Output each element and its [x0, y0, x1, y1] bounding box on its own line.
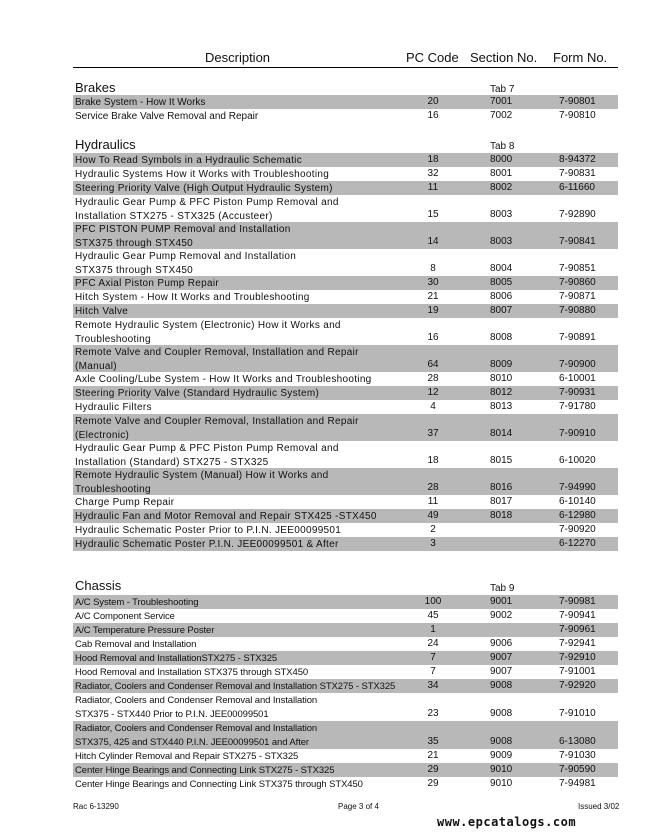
footer-issued-date: Issued 3/02	[578, 802, 620, 811]
row-pc-code: 1	[430, 624, 436, 635]
row-pc-code: 28	[427, 482, 439, 493]
section-title-chassis: Chassis	[75, 578, 122, 593]
row-form-no: 7-90801	[559, 96, 596, 107]
row-description-line: Steering Priority Valve (Standard Hydraulic System)	[75, 388, 320, 399]
row-description	[75, 182, 333, 196]
table-row	[73, 290, 618, 304]
row-description-line: Troubleshooting	[75, 333, 151, 345]
row-description	[75, 196, 339, 223]
row-form-no: 7-91010	[559, 708, 596, 719]
row-form-no: 7-90590	[559, 764, 596, 775]
row-description	[75, 680, 395, 694]
row-description	[75, 524, 341, 538]
row-form-no: 7-90841	[559, 236, 596, 247]
table-row	[73, 595, 618, 609]
row-pc-code: 23	[427, 708, 439, 719]
table-row	[73, 609, 618, 623]
row-description	[75, 666, 308, 680]
row-section-no: 9006	[490, 638, 513, 649]
row-form-no: 7-91001	[559, 666, 596, 677]
row-pc-code: 29	[427, 764, 439, 775]
row-form-no: 6-12980	[559, 510, 596, 521]
row-pc-code: 21	[427, 291, 439, 302]
row-description-line: A/C Temperature Pressure Poster	[75, 625, 215, 636]
row-pc-code: 19	[427, 305, 439, 316]
row-pc-code: 2	[430, 524, 436, 535]
table-row	[73, 679, 618, 693]
row-pc-code: 21	[427, 750, 439, 761]
row-section-no: 8015	[490, 455, 513, 466]
row-section-no: 8009	[490, 359, 513, 370]
row-section-no: 8005	[490, 277, 513, 288]
row-description-line: Hitch Valve	[75, 306, 129, 317]
row-description-line: Brake System - How It Works	[75, 97, 206, 108]
row-section-no: 9001	[490, 596, 513, 607]
row-section-no: 8001	[490, 168, 513, 179]
row-description	[75, 610, 175, 624]
table-row	[73, 345, 618, 372]
row-pc-code: 3	[430, 538, 436, 549]
table-row	[73, 386, 618, 400]
row-form-no: 7-91780	[559, 401, 596, 412]
row-description-line: Radiator, Coolers and Condenser Removal and Installation	[75, 723, 318, 734]
footer-page-number: Page 3 of 4	[338, 802, 379, 811]
row-section-no: 8016	[490, 482, 513, 493]
row-form-no: 7-90810	[559, 110, 596, 121]
row-description-line: Installation STX275 - STX325 (Accusteer)	[75, 210, 273, 222]
row-description-line: Axle Cooling/Lube System - How It Works and Troubleshooting	[75, 374, 372, 385]
table-row	[73, 249, 618, 276]
row-description	[75, 750, 298, 764]
row-pc-code: 24	[427, 638, 439, 649]
row-section-no: 8003	[490, 236, 513, 247]
row-pc-code: 16	[427, 110, 439, 121]
table-row	[73, 414, 618, 441]
row-form-no: 7-90900	[559, 359, 596, 370]
row-pc-code: 49	[427, 510, 439, 521]
table-row	[73, 721, 618, 749]
row-description-line: Installation (Standard) STX275 - STX325	[75, 456, 269, 468]
row-description-line: Hydraulic Gear Pump & PFC Piston Pump Removal and	[75, 443, 339, 454]
row-description-line: Hydraulic Gear Pump & PFC Piston Pump Removal and	[75, 197, 339, 208]
row-form-no: 7-94981	[559, 778, 596, 789]
row-form-no: 6-10001	[559, 373, 596, 384]
row-form-no: 7-91030	[559, 750, 596, 761]
row-description-line: A/C System - Troubleshooting	[75, 597, 199, 608]
row-section-no: 8017	[490, 496, 513, 507]
row-description-line: PFC PISTON PUMP Removal and Installation	[75, 224, 291, 235]
row-form-no: 7-92941	[559, 638, 596, 649]
row-form-no: 7-90910	[559, 428, 596, 439]
watermark-link[interactable]: www.epcatalogs.com	[437, 815, 577, 829]
footer-doc-number: Rac 6-13290	[73, 802, 119, 811]
table-row	[73, 693, 618, 721]
row-pc-code: 11	[427, 182, 439, 193]
row-form-no: 6-12270	[559, 538, 596, 549]
row-form-no: 7-90880	[559, 305, 596, 316]
row-pc-code: 64	[427, 359, 439, 370]
row-form-no: 6-11660	[559, 182, 595, 193]
table-row	[73, 665, 618, 679]
row-section-no: 8008	[490, 332, 513, 343]
row-description-line: Hydraulic Systems How it Works with Troubleshooting	[75, 169, 330, 180]
row-section-no: 8006	[490, 291, 513, 302]
row-form-no: 7-90961	[559, 624, 596, 635]
section-tab-brakes: Tab 7	[490, 84, 515, 95]
row-section-no: 7002	[490, 110, 513, 121]
section-title-brakes: Brakes	[75, 80, 116, 95]
table-row	[73, 441, 618, 468]
row-pc-code: 15	[427, 209, 439, 220]
row-pc-code: 29	[427, 778, 439, 789]
row-description-line: Steering Priority Valve (High Output Hydraulic System)	[75, 183, 333, 194]
row-description-line: Remote Hydraulic System (Electronic) How it Works and	[75, 320, 341, 331]
row-description-line: Charge Pump Repair	[75, 497, 175, 508]
table-row	[73, 651, 618, 665]
row-description-line: Center Hinge Bearings and Connecting Link STX275 - STX325	[75, 765, 335, 776]
row-description	[75, 250, 296, 277]
row-description	[75, 373, 372, 387]
row-form-no: 7-94990	[559, 482, 596, 493]
row-pc-code: 30	[427, 277, 439, 288]
row-pc-code: 16	[427, 332, 439, 343]
row-form-no: 7-90931	[559, 387, 596, 398]
row-description	[75, 305, 128, 319]
row-pc-code: 20	[427, 96, 439, 107]
row-form-no: 7-90831	[559, 168, 596, 179]
row-description-line: Troubleshooting	[75, 483, 151, 495]
row-section-no: 8013	[490, 401, 513, 412]
row-description-line: (Manual)	[75, 360, 117, 372]
row-description-line: Cab Removal and Installation	[75, 639, 197, 650]
row-description-line: Remote Valve and Coupler Removal, Installation and Repair	[75, 416, 359, 427]
row-form-no: 6-13080	[559, 736, 596, 747]
row-pc-code: 34	[427, 680, 439, 691]
row-description	[75, 442, 339, 469]
row-description-line: Hitch Cylinder Removal and Repair STX275 - STX325	[75, 751, 299, 762]
row-section-no: 9007	[490, 652, 513, 663]
row-section-no: 9010	[490, 764, 513, 775]
row-description	[75, 154, 302, 168]
row-form-no: 7-90941	[559, 610, 596, 621]
row-description	[75, 638, 196, 652]
table-row	[73, 523, 618, 537]
table-row	[73, 304, 618, 318]
row-section-no: 8004	[490, 263, 513, 274]
row-description	[75, 319, 341, 346]
table-row	[73, 637, 618, 651]
row-form-no: 6-10020	[559, 455, 596, 466]
table-row	[73, 509, 618, 523]
row-description	[75, 652, 277, 666]
section-title-hydraulics: Hydraulics	[75, 137, 136, 152]
row-pc-code: 12	[427, 387, 439, 398]
row-description-line: Center Hinge Bearings and Connecting Link STX375 through STX450	[75, 779, 363, 790]
row-description	[75, 223, 291, 250]
row-form-no: 7-92920	[559, 680, 596, 691]
row-pc-code: 18	[427, 154, 439, 165]
row-description-line: STX375 through STX450	[75, 264, 194, 276]
row-description-line: Hydraulic Filters	[75, 402, 152, 413]
table-row	[73, 777, 618, 791]
table-row	[73, 276, 618, 290]
row-section-no: 9009	[490, 750, 513, 761]
row-description	[75, 168, 329, 182]
row-form-no: 6-10140	[559, 496, 596, 507]
row-description-line: Service Brake Valve Removal and Repair	[75, 111, 259, 122]
row-pc-code: 45	[427, 610, 439, 621]
table-row	[73, 749, 618, 763]
row-description	[75, 510, 377, 524]
row-form-no: 7-90860	[559, 277, 596, 288]
row-description	[75, 496, 174, 510]
row-description-line: Radiator, Coolers and Condenser Removal and Installation	[75, 695, 318, 706]
row-section-no: 8007	[490, 305, 513, 316]
row-description	[75, 96, 205, 110]
row-pc-code: 7	[430, 652, 436, 663]
table-row	[73, 153, 618, 167]
row-pc-code: 4	[430, 401, 436, 412]
row-description-line: Remote Hydraulic System (Manual) How it Works and	[75, 470, 329, 481]
row-form-no: 7-90891	[559, 332, 596, 343]
row-description	[75, 110, 258, 124]
row-section-no: 8003	[490, 209, 513, 220]
row-description-line: Hood Removal and InstallationSTX275 - STX325	[75, 653, 278, 664]
table-row	[73, 181, 618, 195]
row-pc-code: 11	[427, 496, 439, 507]
row-section-no: 8002	[490, 182, 513, 193]
row-description	[75, 778, 363, 792]
row-description-line: STX375 through STX450	[75, 237, 194, 249]
row-pc-code: 37	[427, 428, 439, 439]
table-row	[73, 468, 618, 495]
row-pc-code: 7	[430, 666, 436, 677]
row-pc-code: 18	[427, 455, 439, 466]
row-description-line: Hydraulic Schematic Poster P.I.N. JEE00099501 & After	[75, 539, 339, 550]
row-form-no: 7-90851	[559, 263, 596, 274]
row-section-no: 9002	[490, 610, 513, 621]
row-description	[75, 624, 214, 638]
row-section-no: 9008	[490, 736, 513, 747]
row-description-line: STX375 - STX440 Prior to P.I.N. JEE00099501	[75, 708, 269, 720]
row-form-no: 7-90920	[559, 524, 596, 535]
row-description	[75, 722, 317, 749]
row-description	[75, 538, 339, 552]
header-rule	[73, 67, 618, 68]
row-description	[75, 694, 317, 721]
table-row	[73, 400, 618, 414]
table-row	[73, 318, 618, 345]
row-pc-code: 8	[430, 263, 436, 274]
row-description	[75, 415, 359, 442]
row-description-line: PFC Axial Piston Pump Repair	[75, 278, 220, 289]
table-row	[73, 623, 618, 637]
row-section-no: 7001	[490, 96, 513, 107]
row-section-no: 8000	[490, 154, 513, 165]
row-section-no: 8010	[490, 373, 513, 384]
section-tab-hydraulics: Tab 8	[490, 141, 515, 152]
row-description-line: Radiator, Coolers and Condenser Removal and Installation STX275 - STX325	[75, 681, 396, 692]
table-row	[73, 763, 618, 777]
header-pc-code: PC Code	[406, 50, 459, 65]
table-row	[73, 195, 618, 222]
section-tab-chassis: Tab 9	[490, 583, 515, 594]
row-description	[75, 387, 319, 401]
row-pc-code: 28	[427, 373, 439, 384]
row-form-no: 7-90981	[559, 596, 596, 607]
row-description-line: A/C Component Service	[75, 611, 175, 622]
row-section-no: 9008	[490, 680, 513, 691]
table-row	[73, 109, 618, 123]
row-section-no: 8018	[490, 510, 513, 521]
row-section-no: 8014	[490, 428, 513, 439]
header-description: Description	[205, 50, 271, 65]
row-section-no: 9008	[490, 708, 513, 719]
row-form-no: 7-92910	[559, 652, 596, 663]
row-description	[75, 277, 219, 291]
row-form-no: 8-94372	[559, 154, 596, 165]
row-description-line: Hood Removal and Installation STX375 through STX450	[75, 667, 309, 678]
table-row	[73, 537, 618, 551]
row-description	[75, 291, 310, 305]
table-row	[73, 372, 618, 386]
row-section-no: 9007	[490, 666, 513, 677]
header-section-no: Section No.	[470, 50, 538, 65]
row-description-line: STX375, 425 and STX440 P.I.N. JEE00099501 and After	[75, 736, 309, 748]
header-form-no: Form No.	[553, 50, 608, 65]
table-row	[73, 95, 618, 109]
row-section-no: 9010	[490, 778, 513, 789]
row-description	[75, 596, 198, 610]
row-description-line: Hydraulic Schematic Poster Prior to P.I.N. JEE00099501	[75, 525, 342, 536]
row-description	[75, 469, 328, 496]
table-row	[73, 495, 618, 509]
row-description	[75, 346, 359, 373]
row-pc-code: 14	[427, 236, 439, 247]
row-description-line: Hydraulic Gear Pump Removal and Installation	[75, 251, 297, 262]
row-description	[75, 401, 152, 415]
table-row	[73, 222, 618, 249]
row-form-no: 7-92890	[559, 209, 596, 220]
row-description-line: Hitch System - How It Works and Troubleshooting	[75, 292, 310, 303]
row-form-no: 7-90871	[559, 291, 596, 302]
row-pc-code: 32	[427, 168, 439, 179]
row-description-line: How To Read Symbols in a Hydraulic Schematic	[75, 155, 302, 166]
row-description-line: (Electronic)	[75, 429, 130, 441]
table-row	[73, 167, 618, 181]
row-description	[75, 764, 334, 778]
row-pc-code: 100	[424, 596, 442, 607]
row-description-line: Remote Valve and Coupler Removal, Installation and Repair	[75, 347, 359, 358]
row-description-line: Hydraulic Fan and Motor Removal and Repair STX425 -STX450	[75, 511, 377, 522]
row-pc-code: 35	[427, 736, 439, 747]
row-section-no: 8012	[490, 387, 513, 398]
